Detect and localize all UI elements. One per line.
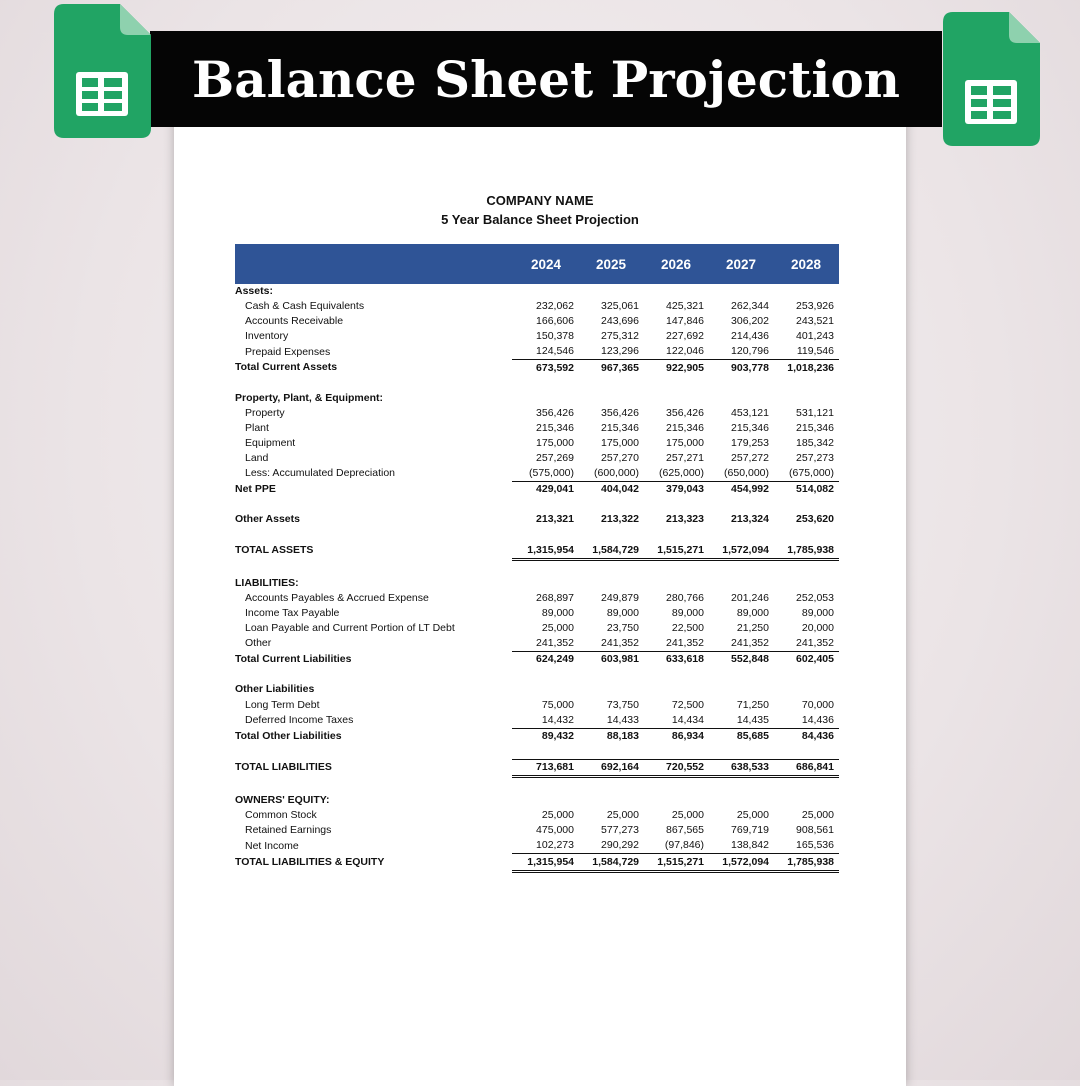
table-row — [235, 299, 839, 314]
row-label: Loan Payable and Current Portion of LT Debt — [245, 622, 455, 635]
google-sheets-icon — [943, 12, 1040, 146]
table-row — [235, 421, 839, 436]
empty-cell — [644, 391, 709, 406]
empty-cell — [774, 777, 839, 794]
value-cell: 268,897 — [536, 591, 574, 604]
value-cell: 1,572,094 — [709, 854, 774, 871]
value-cell: 290,292 — [601, 839, 639, 852]
value-cell: 257,271 — [666, 452, 704, 465]
table-row — [235, 759, 839, 776]
row-label: Net PPE — [235, 483, 276, 496]
value-cell: 25,000 — [541, 622, 574, 635]
empty-cell — [774, 682, 839, 697]
row-label: Total Other Liabilities — [235, 729, 342, 742]
value-cell: 89,000 — [606, 607, 639, 620]
value-cell: 552,848 — [709, 652, 774, 668]
value-cell: 577,273 — [601, 824, 639, 837]
value-cell: 624,249 — [512, 652, 579, 668]
value-cell: 275,312 — [601, 330, 639, 343]
empty-cell — [709, 376, 774, 391]
value-cell: 404,042 — [579, 482, 644, 498]
value-cell: 356,426 — [601, 406, 639, 419]
row-label: Property, Plant, & Equipment: — [235, 391, 383, 404]
value-cell: 429,041 — [512, 482, 579, 498]
value-cell: 633,618 — [644, 652, 709, 668]
table-row — [235, 360, 839, 376]
table-row — [235, 591, 839, 606]
empty-cell — [579, 682, 644, 697]
row-label: Other — [245, 637, 272, 650]
value-cell: 1,315,954 — [512, 854, 579, 871]
value-cell: 175,000 — [601, 436, 639, 449]
value-cell: 72,500 — [671, 698, 704, 711]
empty-cell — [235, 777, 512, 794]
row-label: Long Term Debt — [245, 698, 320, 711]
value-cell: (625,000) — [659, 467, 704, 480]
value-cell: 241,352 — [536, 637, 574, 650]
value-cell: 122,046 — [666, 345, 704, 358]
value-cell: 21,250 — [736, 622, 769, 635]
table-row — [235, 713, 839, 729]
row-label: Less: Accumulated Depreciation — [245, 467, 395, 480]
empty-cell — [709, 682, 774, 697]
value-cell: 14,436 — [801, 713, 834, 726]
row-label: Property — [245, 406, 285, 419]
row-label: LIABILITIES: — [235, 576, 299, 589]
value-cell: (675,000) — [789, 467, 834, 480]
value-cell: 25,000 — [541, 809, 574, 822]
value-cell: 241,352 — [731, 637, 769, 650]
value-cell: 908,561 — [796, 824, 834, 837]
empty-cell — [579, 793, 644, 808]
empty-cell — [512, 376, 579, 391]
spacer-row — [235, 528, 839, 543]
table-row — [235, 793, 839, 808]
year-header: 2024 — [512, 244, 579, 284]
row-label: Plant — [245, 421, 269, 434]
empty-cell — [644, 744, 709, 760]
row-label: Net Income — [245, 839, 299, 852]
empty-cell — [774, 793, 839, 808]
row-label: Accounts Payables & Accrued Expense — [245, 591, 429, 604]
table-row — [235, 682, 839, 697]
value-cell: (97,846) — [664, 839, 704, 852]
row-label: Deferred Income Taxes — [245, 713, 354, 726]
table-row — [235, 698, 839, 713]
empty-cell — [709, 559, 774, 576]
empty-cell — [709, 528, 774, 543]
value-cell: 325,061 — [601, 300, 639, 313]
empty-cell — [709, 744, 774, 760]
empty-cell — [235, 528, 512, 543]
value-cell: 213,324 — [731, 513, 769, 526]
value-cell: 20,000 — [801, 622, 834, 635]
spacer-row — [235, 376, 839, 391]
empty-cell — [512, 528, 579, 543]
value-cell: 603,981 — [579, 652, 644, 668]
empty-cell — [774, 559, 839, 576]
value-cell: 213,321 — [536, 513, 574, 526]
document-subtitle: 5 Year Balance Sheet Projection — [441, 212, 639, 227]
value-cell: 214,436 — [731, 330, 769, 343]
spacer-row — [235, 667, 839, 682]
value-cell: 867,565 — [666, 824, 704, 837]
row-label: Retained Earnings — [245, 824, 332, 837]
row-label: Common Stock — [245, 809, 317, 822]
empty-cell — [774, 744, 839, 760]
table-row — [235, 838, 839, 854]
empty-cell — [709, 284, 774, 299]
value-cell: 1,584,729 — [579, 543, 644, 560]
value-cell: 14,433 — [606, 713, 639, 726]
value-cell: 475,000 — [536, 824, 574, 837]
value-cell: 903,778 — [709, 360, 774, 376]
empty-cell — [644, 284, 709, 299]
value-cell: 227,692 — [666, 330, 704, 343]
empty-cell — [512, 777, 579, 794]
value-cell: 166,606 — [536, 315, 574, 328]
value-cell: 257,272 — [731, 452, 769, 465]
value-cell: 241,352 — [796, 637, 834, 650]
empty-cell — [235, 744, 512, 760]
empty-cell — [579, 497, 644, 512]
value-cell: 232,062 — [536, 300, 574, 313]
empty-cell — [512, 497, 579, 512]
empty-cell — [644, 497, 709, 512]
table-row — [235, 329, 839, 344]
value-cell: 138,842 — [731, 839, 769, 852]
value-cell: 967,365 — [579, 360, 644, 376]
table-row — [235, 808, 839, 823]
value-cell: 179,253 — [731, 436, 769, 449]
value-cell: 249,879 — [601, 591, 639, 604]
empty-cell — [512, 682, 579, 697]
value-cell: 1,785,938 — [774, 543, 839, 560]
value-cell: 201,246 — [731, 591, 769, 604]
table-row — [235, 314, 839, 329]
empty-cell — [579, 528, 644, 543]
value-cell: 185,342 — [796, 436, 834, 449]
empty-cell — [235, 667, 512, 682]
empty-cell — [709, 777, 774, 794]
table-row — [235, 406, 839, 421]
value-cell: 241,352 — [601, 637, 639, 650]
value-cell: 123,296 — [601, 345, 639, 358]
empty-cell — [512, 793, 579, 808]
table-row — [235, 436, 839, 451]
value-cell: 720,552 — [644, 759, 709, 776]
empty-cell — [579, 391, 644, 406]
value-cell: 241,352 — [666, 637, 704, 650]
empty-cell — [644, 667, 709, 682]
empty-cell — [774, 667, 839, 682]
empty-cell — [512, 391, 579, 406]
empty-cell — [644, 682, 709, 697]
value-cell: 252,053 — [796, 591, 834, 604]
row-label: Income Tax Payable — [245, 607, 340, 620]
table-row — [235, 512, 839, 527]
value-cell: 1,572,094 — [709, 543, 774, 560]
value-cell: 454,992 — [709, 482, 774, 498]
value-cell: 922,905 — [644, 360, 709, 376]
spacer-row — [235, 777, 839, 794]
value-cell: 243,696 — [601, 315, 639, 328]
empty-cell — [235, 559, 512, 576]
value-cell: 1,515,271 — [644, 543, 709, 560]
table-row — [235, 466, 839, 482]
value-cell: 686,841 — [774, 759, 839, 776]
table-row — [235, 823, 839, 838]
value-cell: 262,344 — [731, 300, 769, 313]
table-row — [235, 451, 839, 466]
value-cell: 102,273 — [536, 839, 574, 852]
value-cell: 71,250 — [736, 698, 769, 711]
value-cell: 257,269 — [536, 452, 574, 465]
value-cell: 88,183 — [579, 728, 644, 744]
value-cell: 89,000 — [671, 607, 704, 620]
empty-cell — [774, 284, 839, 299]
row-label: Prepaid Expenses — [245, 345, 331, 358]
value-cell: 713,681 — [512, 759, 579, 776]
empty-cell — [579, 777, 644, 794]
value-cell: 769,719 — [731, 824, 769, 837]
value-cell: 306,202 — [731, 315, 769, 328]
value-cell: 253,926 — [796, 300, 834, 313]
table-row — [235, 728, 839, 744]
value-cell: 23,750 — [606, 622, 639, 635]
value-cell: 213,322 — [601, 513, 639, 526]
empty-cell — [579, 284, 644, 299]
year-header: 2025 — [579, 244, 644, 284]
empty-cell — [579, 376, 644, 391]
empty-cell — [644, 528, 709, 543]
value-cell: 213,323 — [666, 513, 704, 526]
table-row — [235, 652, 839, 668]
row-label: Assets: — [235, 285, 273, 298]
value-cell: 215,346 — [796, 421, 834, 434]
value-cell: 356,426 — [536, 406, 574, 419]
row-label: Land — [245, 452, 269, 465]
value-cell: 85,685 — [709, 728, 774, 744]
value-cell: 70,000 — [801, 698, 834, 711]
table-row — [235, 284, 839, 299]
value-cell: 14,435 — [736, 713, 769, 726]
value-cell: 75,000 — [541, 698, 574, 711]
value-cell: 1,515,271 — [644, 854, 709, 871]
row-label: TOTAL LIABILITIES — [235, 761, 332, 774]
row-label: Equipment — [245, 436, 296, 449]
row-label: Total Current Assets — [235, 361, 338, 374]
empty-cell — [774, 376, 839, 391]
table-row — [235, 482, 839, 498]
value-cell: 25,000 — [801, 809, 834, 822]
value-cell: 253,620 — [796, 513, 834, 526]
empty-cell — [774, 391, 839, 406]
value-cell: 1,584,729 — [579, 854, 644, 871]
year-header: 2027 — [709, 244, 774, 284]
value-cell: 401,243 — [796, 330, 834, 343]
table-row — [235, 606, 839, 621]
title-banner — [150, 31, 942, 127]
value-cell: 124,546 — [536, 345, 574, 358]
value-cell: 257,273 — [796, 452, 834, 465]
value-cell: 531,121 — [796, 406, 834, 419]
value-cell: 73,750 — [606, 698, 639, 711]
empty-cell — [235, 497, 512, 512]
value-cell: 243,521 — [796, 315, 834, 328]
table-row — [235, 854, 839, 871]
empty-cell — [579, 667, 644, 682]
row-label: Other Liabilities — [235, 683, 315, 696]
row-label: Inventory — [245, 330, 289, 343]
empty-cell — [579, 559, 644, 576]
value-cell: 14,432 — [541, 713, 574, 726]
value-cell: 1,018,236 — [774, 360, 839, 376]
google-sheets-icon — [54, 4, 151, 138]
empty-cell — [512, 576, 579, 591]
header-label-cell — [235, 244, 512, 284]
value-cell: 215,346 — [666, 421, 704, 434]
empty-cell — [235, 376, 512, 391]
value-cell: 150,378 — [536, 330, 574, 343]
table-row — [235, 621, 839, 636]
empty-cell — [512, 284, 579, 299]
value-cell: 356,426 — [666, 406, 704, 419]
value-cell: 215,346 — [731, 421, 769, 434]
value-cell: 89,432 — [512, 728, 579, 744]
year-header: 2026 — [644, 244, 709, 284]
value-cell: 673,592 — [512, 360, 579, 376]
table-row — [235, 543, 839, 560]
row-label: Cash & Cash Equivalents — [245, 300, 365, 313]
value-cell: 119,546 — [796, 345, 834, 358]
value-cell: 257,270 — [601, 452, 639, 465]
year-header: 2028 — [774, 244, 839, 284]
table-row — [235, 636, 839, 652]
value-cell: 89,000 — [801, 607, 834, 620]
empty-cell — [774, 528, 839, 543]
company-name: COMPANY NAME — [486, 193, 594, 208]
value-cell: 22,500 — [671, 622, 704, 635]
empty-cell — [644, 376, 709, 391]
empty-cell — [579, 576, 644, 591]
value-cell: 89,000 — [541, 607, 574, 620]
row-label: TOTAL ASSETS — [235, 544, 314, 557]
empty-cell — [579, 744, 644, 760]
value-cell: 175,000 — [666, 436, 704, 449]
value-cell: 692,164 — [579, 759, 644, 776]
value-cell: 1,785,938 — [774, 854, 839, 871]
table-row — [235, 344, 839, 360]
value-cell: (575,000) — [529, 467, 574, 480]
row-label: Accounts Receivable — [245, 315, 344, 328]
empty-cell — [644, 576, 709, 591]
spacer-row — [235, 559, 839, 576]
value-cell: 215,346 — [601, 421, 639, 434]
row-label: Other Assets — [235, 513, 300, 526]
value-cell: (650,000) — [724, 467, 769, 480]
empty-cell — [709, 793, 774, 808]
table-row — [235, 576, 839, 591]
value-cell: 165,536 — [796, 839, 834, 852]
banner-title: Balance Sheet Projection — [191, 49, 901, 109]
value-cell: 514,082 — [774, 482, 839, 498]
value-cell: 84,436 — [774, 728, 839, 744]
empty-cell — [512, 559, 579, 576]
value-cell: 120,796 — [731, 345, 769, 358]
empty-cell — [774, 497, 839, 512]
spacer-row — [235, 497, 839, 512]
value-cell: 379,043 — [644, 482, 709, 498]
table-row — [235, 391, 839, 406]
row-label: TOTAL LIABILITIES & EQUITY — [235, 856, 385, 869]
balance-sheet-table — [235, 244, 839, 873]
empty-cell — [774, 576, 839, 591]
empty-cell — [512, 744, 579, 760]
empty-cell — [512, 667, 579, 682]
value-cell: 453,121 — [731, 406, 769, 419]
value-cell: 89,000 — [736, 607, 769, 620]
value-cell: 175,000 — [536, 436, 574, 449]
value-cell: 86,934 — [644, 728, 709, 744]
row-label: OWNERS' EQUITY: — [235, 794, 330, 807]
value-cell: 215,346 — [536, 421, 574, 434]
empty-cell — [709, 391, 774, 406]
value-cell: 14,434 — [671, 713, 704, 726]
value-cell: (600,000) — [594, 467, 639, 480]
value-cell: 602,405 — [774, 652, 839, 668]
year-header-row — [235, 244, 839, 284]
value-cell: 25,000 — [736, 809, 769, 822]
row-label: Total Current Liabilities — [235, 653, 352, 666]
empty-cell — [644, 777, 709, 794]
value-cell: 280,766 — [666, 591, 704, 604]
value-cell: 638,533 — [709, 759, 774, 776]
value-cell: 1,315,954 — [512, 543, 579, 560]
spacer-row — [235, 744, 839, 760]
value-cell: 25,000 — [671, 809, 704, 822]
empty-cell — [644, 559, 709, 576]
value-cell: 147,846 — [666, 315, 704, 328]
value-cell: 425,321 — [666, 300, 704, 313]
empty-cell — [709, 497, 774, 512]
value-cell: 25,000 — [606, 809, 639, 822]
empty-cell — [709, 576, 774, 591]
empty-cell — [644, 793, 709, 808]
empty-cell — [709, 667, 774, 682]
